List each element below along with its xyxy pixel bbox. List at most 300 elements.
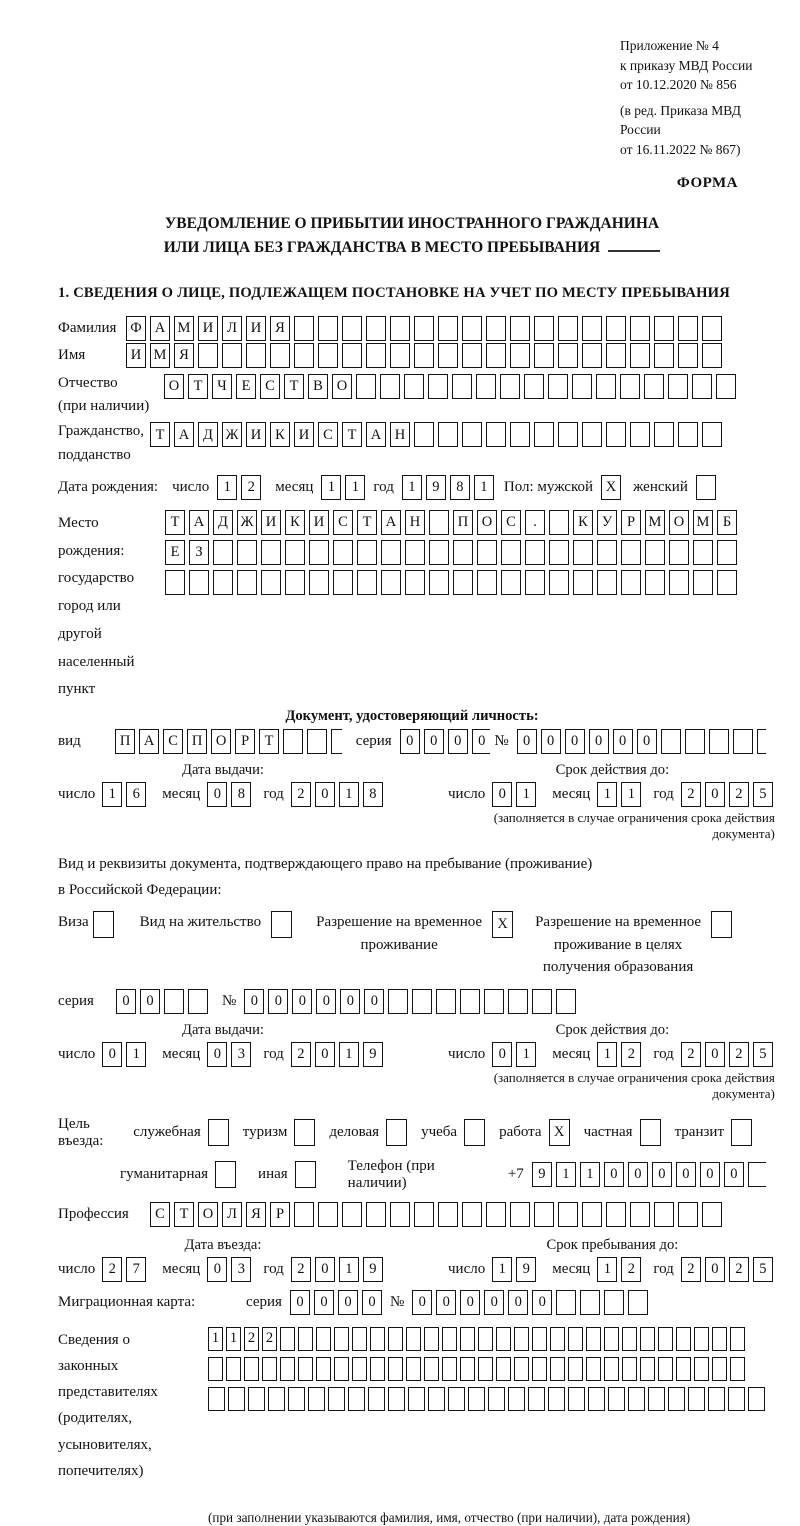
char-box[interactable]: [645, 570, 665, 595]
char-box[interactable]: 9: [532, 1162, 552, 1187]
char-box[interactable]: С: [163, 729, 183, 754]
char-box[interactable]: 0: [244, 989, 264, 1014]
char-box[interactable]: [604, 1327, 619, 1351]
char-box[interactable]: [748, 1162, 766, 1187]
stay-day-input[interactable]: [492, 1257, 540, 1282]
char-box[interactable]: [645, 540, 665, 565]
residence-expiry-year-input[interactable]: [681, 1042, 777, 1067]
char-box[interactable]: [165, 570, 185, 595]
char-box[interactable]: И: [309, 510, 329, 535]
char-box[interactable]: [508, 1387, 525, 1411]
char-box[interactable]: [486, 1202, 506, 1227]
char-box[interactable]: [453, 540, 473, 565]
char-box[interactable]: Ч: [212, 374, 232, 399]
purpose-study-checkbox[interactable]: [464, 1119, 489, 1146]
char-box[interactable]: 2: [241, 475, 261, 500]
char-box[interactable]: [692, 374, 712, 399]
char-box[interactable]: 0: [532, 1290, 552, 1315]
char-box[interactable]: О: [477, 510, 497, 535]
char-box[interactable]: [408, 1387, 425, 1411]
char-box[interactable]: 3: [231, 1042, 251, 1067]
char-box[interactable]: 5: [753, 1257, 773, 1282]
purpose-business-checkbox[interactable]: [386, 1119, 411, 1146]
char-box[interactable]: 0: [268, 989, 288, 1014]
doc-issue-year-input[interactable]: [291, 782, 387, 807]
char-box[interactable]: 7: [126, 1257, 146, 1282]
char-box[interactable]: 0: [508, 1290, 528, 1315]
char-box[interactable]: 1: [102, 782, 122, 807]
char-box[interactable]: [460, 1357, 475, 1381]
char-box[interactable]: [694, 1327, 709, 1351]
purpose-transit-checkbox[interactable]: [731, 1119, 756, 1146]
char-box[interactable]: [357, 540, 377, 565]
char-box[interactable]: [573, 570, 593, 595]
char-box[interactable]: [568, 1387, 585, 1411]
char-box[interactable]: [640, 1327, 655, 1351]
char-box[interactable]: Е: [236, 374, 256, 399]
char-box[interactable]: [213, 570, 233, 595]
char-box[interactable]: [414, 343, 434, 368]
char-box[interactable]: З: [189, 540, 209, 565]
char-box[interactable]: 2: [621, 1042, 641, 1067]
char-box[interactable]: [462, 316, 482, 341]
char-box[interactable]: [731, 1119, 752, 1146]
char-box[interactable]: Т: [357, 510, 377, 535]
char-box[interactable]: Т: [259, 729, 279, 754]
char-box[interactable]: [414, 316, 434, 341]
char-box[interactable]: [356, 374, 376, 399]
char-box[interactable]: [261, 570, 281, 595]
char-box[interactable]: [525, 540, 545, 565]
char-box[interactable]: [298, 1327, 313, 1351]
char-box[interactable]: [678, 1202, 698, 1227]
char-box[interactable]: [429, 510, 449, 535]
char-box[interactable]: [654, 316, 674, 341]
char-box[interactable]: [661, 729, 681, 754]
char-box[interactable]: [283, 729, 303, 754]
char-box[interactable]: [390, 343, 410, 368]
birth-date-month-input[interactable]: [321, 475, 369, 500]
char-box[interactable]: К: [270, 422, 290, 447]
purpose-official-checkbox[interactable]: [208, 1119, 233, 1146]
char-box[interactable]: [342, 343, 362, 368]
char-box[interactable]: 5: [753, 1042, 773, 1067]
purpose-work-checkbox[interactable]: [549, 1119, 574, 1146]
char-box[interactable]: [414, 1202, 434, 1227]
char-box[interactable]: [534, 343, 554, 368]
char-box[interactable]: [556, 989, 576, 1014]
char-box[interactable]: [468, 1387, 485, 1411]
char-box[interactable]: [702, 422, 722, 447]
char-box[interactable]: [648, 1387, 665, 1411]
char-box[interactable]: [708, 1387, 725, 1411]
purpose-tourism-checkbox[interactable]: [294, 1119, 319, 1146]
char-box[interactable]: [390, 316, 410, 341]
char-box[interactable]: С: [260, 374, 280, 399]
char-box[interactable]: [702, 1202, 722, 1227]
char-box[interactable]: [620, 374, 640, 399]
residence-issue-day-input[interactable]: [102, 1042, 150, 1067]
char-box[interactable]: [486, 316, 506, 341]
birth-place-input-row2[interactable]: [165, 540, 741, 565]
birth-place-input-row3[interactable]: [165, 570, 741, 595]
char-box[interactable]: Л: [222, 316, 242, 341]
char-box[interactable]: [412, 989, 432, 1014]
char-box[interactable]: [501, 540, 521, 565]
birth-date-day-input[interactable]: [217, 475, 265, 500]
char-box[interactable]: [582, 422, 602, 447]
char-box[interactable]: 8: [450, 475, 470, 500]
char-box[interactable]: 0: [364, 989, 384, 1014]
char-box[interactable]: Ж: [237, 510, 257, 535]
residence-issue-month-input[interactable]: [207, 1042, 255, 1067]
representatives-input-row1[interactable]: [208, 1327, 768, 1351]
char-box[interactable]: [357, 570, 377, 595]
residence-issue-year-input[interactable]: [291, 1042, 387, 1067]
char-box[interactable]: [222, 343, 242, 368]
char-box[interactable]: 0: [484, 1290, 504, 1315]
char-box[interactable]: 2: [729, 1042, 749, 1067]
char-box[interactable]: [189, 570, 209, 595]
char-box[interactable]: 0: [460, 1290, 480, 1315]
char-box[interactable]: А: [366, 422, 386, 447]
char-box[interactable]: О: [198, 1202, 218, 1227]
char-box[interactable]: [524, 374, 544, 399]
char-box[interactable]: 2: [729, 782, 749, 807]
char-box[interactable]: [608, 1387, 625, 1411]
char-box[interactable]: 1: [516, 1042, 536, 1067]
char-box[interactable]: [366, 1202, 386, 1227]
char-box[interactable]: С: [501, 510, 521, 535]
char-box[interactable]: [237, 540, 257, 565]
char-box[interactable]: [658, 1327, 673, 1351]
char-box[interactable]: [285, 570, 305, 595]
char-box[interactable]: 1: [321, 475, 341, 500]
char-box[interactable]: [298, 1357, 313, 1381]
char-box[interactable]: Д: [198, 422, 218, 447]
option-temp-residence-education-checkbox[interactable]: [711, 911, 736, 938]
residence-expiry-day-input[interactable]: [492, 1042, 540, 1067]
char-box[interactable]: [244, 1357, 259, 1381]
char-box[interactable]: [597, 540, 617, 565]
char-box[interactable]: [597, 570, 617, 595]
char-box[interactable]: [424, 1327, 439, 1351]
option-visa-checkbox[interactable]: [93, 911, 118, 938]
char-box[interactable]: .: [525, 510, 545, 535]
char-box[interactable]: [352, 1327, 367, 1351]
entry-year-input[interactable]: [291, 1257, 387, 1282]
char-box[interactable]: Р: [270, 1202, 290, 1227]
char-box[interactable]: [582, 316, 602, 341]
char-box[interactable]: 0: [116, 989, 136, 1014]
char-box[interactable]: [550, 1357, 565, 1381]
char-box[interactable]: [654, 1202, 674, 1227]
char-box[interactable]: [386, 1119, 407, 1146]
char-box[interactable]: [476, 374, 496, 399]
char-box[interactable]: [712, 1327, 727, 1351]
char-box[interactable]: [572, 374, 592, 399]
char-box[interactable]: Т: [188, 374, 208, 399]
char-box[interactable]: [366, 343, 386, 368]
char-box[interactable]: 1: [474, 475, 494, 500]
char-box[interactable]: 0: [400, 729, 420, 754]
citizenship-input[interactable]: [150, 422, 726, 447]
char-box[interactable]: 0: [637, 729, 657, 754]
doc-expiry-year-input[interactable]: [681, 782, 777, 807]
char-box[interactable]: [669, 570, 689, 595]
char-box[interactable]: [596, 374, 616, 399]
char-box[interactable]: [208, 1387, 225, 1411]
char-box[interactable]: [676, 1357, 691, 1381]
char-box[interactable]: [428, 1387, 445, 1411]
char-box[interactable]: [414, 422, 434, 447]
char-box[interactable]: [486, 343, 506, 368]
char-box[interactable]: [285, 540, 305, 565]
char-box[interactable]: [462, 343, 482, 368]
char-box[interactable]: 1: [345, 475, 365, 500]
char-box[interactable]: [318, 1202, 338, 1227]
char-box[interactable]: [558, 316, 578, 341]
char-box[interactable]: [438, 1202, 458, 1227]
char-box[interactable]: [237, 570, 257, 595]
char-box[interactable]: [658, 1357, 673, 1381]
char-box[interactable]: Л: [222, 1202, 242, 1227]
char-box[interactable]: М: [645, 510, 665, 535]
char-box[interactable]: [640, 1119, 661, 1146]
char-box[interactable]: 0: [362, 1290, 382, 1315]
char-box[interactable]: [748, 1387, 765, 1411]
char-box[interactable]: [462, 1202, 482, 1227]
char-box[interactable]: 1: [339, 782, 359, 807]
char-box[interactable]: X: [601, 475, 621, 500]
char-box[interactable]: [333, 540, 353, 565]
char-box[interactable]: 0: [207, 782, 227, 807]
char-box[interactable]: [294, 1119, 315, 1146]
char-box[interactable]: [622, 1357, 637, 1381]
char-box[interactable]: [280, 1357, 295, 1381]
char-box[interactable]: [548, 1387, 565, 1411]
representatives-input-row3[interactable]: [208, 1387, 768, 1411]
purpose-humanitarian-checkbox[interactable]: [215, 1161, 240, 1188]
char-box[interactable]: 2: [244, 1327, 259, 1351]
char-box[interactable]: С: [150, 1202, 170, 1227]
char-box[interactable]: 2: [262, 1327, 277, 1351]
char-box[interactable]: [294, 1202, 314, 1227]
char-box[interactable]: 1: [402, 475, 422, 500]
char-box[interactable]: [484, 989, 504, 1014]
char-box[interactable]: [628, 1290, 648, 1315]
char-box[interactable]: [460, 989, 480, 1014]
char-box[interactable]: [328, 1387, 345, 1411]
char-box[interactable]: И: [126, 343, 146, 368]
char-box[interactable]: [525, 570, 545, 595]
char-box[interactable]: [685, 729, 705, 754]
doc-expiry-day-input[interactable]: [492, 782, 540, 807]
char-box[interactable]: С: [318, 422, 338, 447]
char-box[interactable]: [438, 316, 458, 341]
char-box[interactable]: [405, 540, 425, 565]
char-box[interactable]: 0: [316, 989, 336, 1014]
char-box[interactable]: 0: [472, 729, 491, 754]
char-box[interactable]: И: [198, 316, 218, 341]
char-box[interactable]: 1: [580, 1162, 600, 1187]
char-box[interactable]: Е: [165, 540, 185, 565]
char-box[interactable]: [573, 540, 593, 565]
char-box[interactable]: 1: [126, 1042, 146, 1067]
char-box[interactable]: 9: [516, 1257, 536, 1282]
char-box[interactable]: [730, 1327, 745, 1351]
char-box[interactable]: [510, 343, 530, 368]
char-box[interactable]: 0: [676, 1162, 696, 1187]
char-box[interactable]: [532, 1327, 547, 1351]
char-box[interactable]: [630, 1202, 650, 1227]
char-box[interactable]: 0: [315, 1042, 335, 1067]
char-box[interactable]: И: [294, 422, 314, 447]
char-box[interactable]: [309, 570, 329, 595]
char-box[interactable]: И: [261, 510, 281, 535]
char-box[interactable]: [261, 540, 281, 565]
char-box[interactable]: [390, 1202, 410, 1227]
char-box[interactable]: [429, 540, 449, 565]
char-box[interactable]: 0: [448, 729, 468, 754]
char-box[interactable]: [406, 1357, 421, 1381]
char-box[interactable]: Я: [270, 316, 290, 341]
entry-day-input[interactable]: [102, 1257, 150, 1282]
char-box[interactable]: [582, 343, 602, 368]
char-box[interactable]: [712, 1357, 727, 1381]
char-box[interactable]: Т: [174, 1202, 194, 1227]
char-box[interactable]: [246, 343, 266, 368]
char-box[interactable]: А: [150, 316, 170, 341]
char-box[interactable]: [288, 1387, 305, 1411]
char-box[interactable]: [604, 1357, 619, 1381]
char-box[interactable]: [606, 422, 626, 447]
char-box[interactable]: 6: [126, 782, 146, 807]
char-box[interactable]: [248, 1387, 265, 1411]
char-box[interactable]: И: [246, 316, 266, 341]
char-box[interactable]: [678, 422, 698, 447]
char-box[interactable]: О: [211, 729, 231, 754]
char-box[interactable]: 0: [705, 1042, 725, 1067]
char-box[interactable]: 0: [700, 1162, 720, 1187]
char-box[interactable]: [464, 1119, 485, 1146]
char-box[interactable]: [295, 1161, 316, 1188]
char-box[interactable]: 1: [339, 1042, 359, 1067]
char-box[interactable]: [630, 316, 650, 341]
char-box[interactable]: [213, 540, 233, 565]
char-box[interactable]: [453, 570, 473, 595]
char-box[interactable]: 0: [565, 729, 585, 754]
char-box[interactable]: [621, 540, 641, 565]
phone-input[interactable]: [532, 1162, 766, 1187]
char-box[interactable]: [733, 729, 753, 754]
char-box[interactable]: [534, 422, 554, 447]
char-box[interactable]: 0: [705, 1257, 725, 1282]
char-box[interactable]: [429, 570, 449, 595]
char-box[interactable]: 1: [217, 475, 237, 500]
char-box[interactable]: [438, 422, 458, 447]
char-box[interactable]: 2: [729, 1257, 749, 1282]
char-box[interactable]: П: [453, 510, 473, 535]
char-box[interactable]: [388, 1327, 403, 1351]
char-box[interactable]: С: [333, 510, 353, 535]
char-box[interactable]: М: [693, 510, 713, 535]
char-box[interactable]: [334, 1327, 349, 1351]
char-box[interactable]: Д: [213, 510, 233, 535]
char-box[interactable]: [668, 1387, 685, 1411]
char-box[interactable]: [226, 1357, 241, 1381]
char-box[interactable]: 0: [724, 1162, 744, 1187]
char-box[interactable]: [628, 1387, 645, 1411]
char-box[interactable]: [510, 422, 530, 447]
char-box[interactable]: [405, 570, 425, 595]
char-box[interactable]: [370, 1327, 385, 1351]
char-box[interactable]: [586, 1327, 601, 1351]
char-box[interactable]: [622, 1327, 637, 1351]
char-box[interactable]: [500, 374, 520, 399]
char-box[interactable]: [669, 540, 689, 565]
char-box[interactable]: 0: [492, 1042, 512, 1067]
char-box[interactable]: [424, 1357, 439, 1381]
char-box[interactable]: [510, 316, 530, 341]
char-box[interactable]: Т: [284, 374, 304, 399]
char-box[interactable]: [164, 989, 184, 1014]
char-box[interactable]: [316, 1357, 331, 1381]
char-box[interactable]: 3: [231, 1257, 251, 1282]
char-box[interactable]: [331, 729, 342, 754]
char-box[interactable]: [586, 1357, 601, 1381]
char-box[interactable]: [702, 343, 722, 368]
char-box[interactable]: 9: [363, 1257, 383, 1282]
char-box[interactable]: [693, 570, 713, 595]
char-box[interactable]: У: [597, 510, 617, 535]
char-box[interactable]: Ф: [126, 316, 146, 341]
char-box[interactable]: [438, 343, 458, 368]
char-box[interactable]: [534, 316, 554, 341]
char-box[interactable]: М: [150, 343, 170, 368]
char-box[interactable]: [381, 540, 401, 565]
char-box[interactable]: 2: [291, 1257, 311, 1282]
char-box[interactable]: [711, 911, 732, 938]
char-box[interactable]: [532, 1357, 547, 1381]
char-box[interactable]: [380, 374, 400, 399]
char-box[interactable]: 1: [597, 1257, 617, 1282]
char-box[interactable]: [496, 1327, 511, 1351]
char-box[interactable]: 0: [102, 1042, 122, 1067]
char-box[interactable]: [514, 1357, 529, 1381]
doc-issue-day-input[interactable]: [102, 782, 150, 807]
doc-expiry-month-input[interactable]: [597, 782, 645, 807]
char-box[interactable]: 0: [628, 1162, 648, 1187]
char-box[interactable]: 0: [207, 1042, 227, 1067]
char-box[interactable]: [342, 1202, 362, 1227]
char-box[interactable]: [428, 374, 448, 399]
char-box[interactable]: [262, 1357, 277, 1381]
char-box[interactable]: [606, 1202, 626, 1227]
char-box[interactable]: [604, 1290, 624, 1315]
char-box[interactable]: [717, 540, 737, 565]
char-box[interactable]: А: [189, 510, 209, 535]
residence-number-input[interactable]: [244, 989, 580, 1014]
char-box[interactable]: [448, 1387, 465, 1411]
char-box[interactable]: [580, 1290, 600, 1315]
surname-input[interactable]: [126, 316, 726, 341]
char-box[interactable]: [508, 989, 528, 1014]
char-box[interactable]: [694, 1357, 709, 1381]
char-box[interactable]: [709, 729, 729, 754]
char-box[interactable]: Б: [717, 510, 737, 535]
stay-month-input[interactable]: [597, 1257, 645, 1282]
